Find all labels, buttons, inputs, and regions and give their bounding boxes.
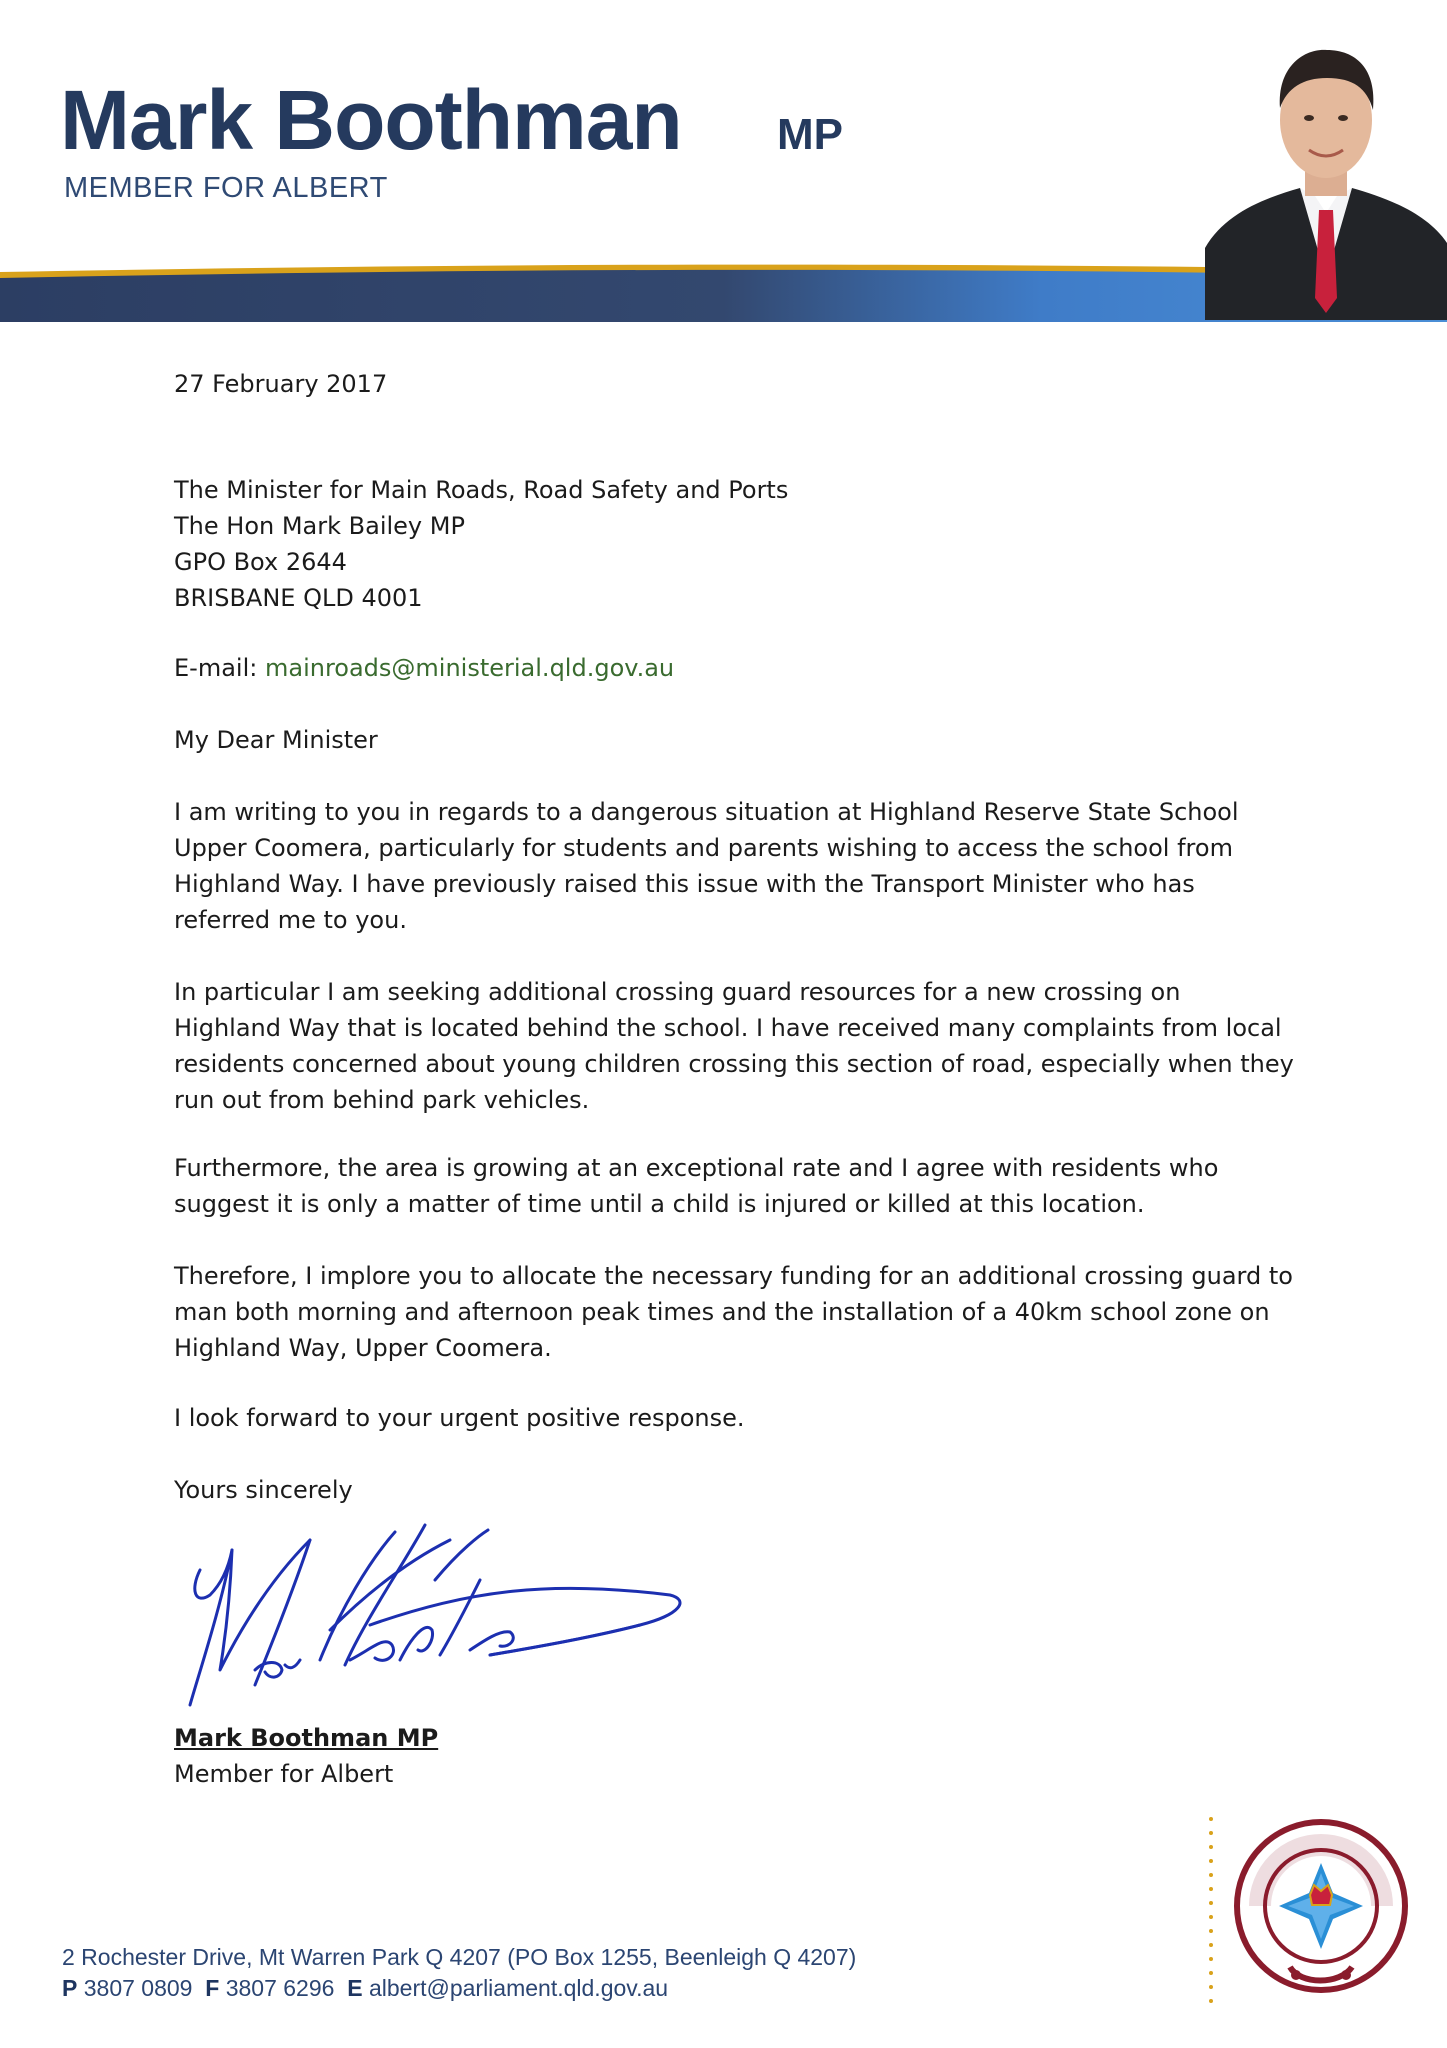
email-line — [174, 650, 1294, 686]
footer-email-label: E — [347, 1975, 363, 2001]
signatory-block — [174, 1720, 1294, 1792]
footer-email-link[interactable]: albert@parliament.qld.gov.au — [368, 1975, 669, 2001]
body-paragraph: I am writing to you in regards to a dangerous situation at Highland Reserve State School Upper Coomera, particularly for students and parents wishing to access the school from Highland Way. I have previously raised this issue with the Transport Minister who has referred me to you. — [174, 798, 1239, 934]
recipient-block — [174, 472, 1294, 616]
letterhead-name: Mark Boothman — [60, 73, 682, 167]
recipient-line: GPO Box 2644 — [174, 548, 347, 576]
body-paragraph: In particular I am seeking additional crossing guard resources for a new crossing on Highland Way that is located behind the school. I have received many complaints from local residents concerned about young children crossing this section of road, especially when they run out from behind park vehicles. — [174, 978, 1294, 1114]
letterhead-subtitle: MEMBER FOR ALBERT — [64, 172, 388, 204]
letterhead-mp-suffix: MP — [777, 110, 843, 159]
signatory-name: Mark Boothman MP — [174, 1724, 439, 1752]
queensland-parliament-seal — [1230, 1815, 1412, 1997]
recipient-line: BRISBANE QLD 4001 — [174, 584, 423, 612]
footer-address: 2 Rochester Drive, Mt Warren Park Q 4207 (PO Box 1255, Beenleigh Q 4207) — [62, 1944, 857, 1970]
salutation: My Dear Minister — [174, 726, 378, 754]
body-paragraph: I look forward to your urgent positive response. — [174, 1404, 745, 1432]
recipient-line: The Hon Mark Bailey MP — [174, 512, 465, 540]
letter-date: 27 February 2017 — [174, 370, 388, 398]
body-paragraph: Furthermore, the area is growing at an exceptional rate and I agree with residents who suggest it is only a matter of time until a child is injured or killed at this location. — [174, 1154, 1219, 1218]
email-label: E-mail: — [174, 654, 258, 682]
fax-number: 3807 6296 — [225, 1975, 335, 2001]
handwritten-signature — [170, 1520, 710, 1720]
recipient-line: The Minister for Main Roads, Road Safety and Ports — [174, 476, 789, 504]
footer-contact — [62, 1975, 668, 2002]
closing: Yours sincerely — [174, 1476, 353, 1504]
signatory-title: Member for Albert — [174, 1760, 394, 1788]
recipient-email-link[interactable]: mainroads@ministerial.qld.gov.au — [264, 654, 675, 682]
phone-label: P — [62, 1975, 78, 2001]
phone-number: 3807 0809 — [83, 1975, 193, 2001]
fax-label: F — [205, 1975, 220, 2001]
footer-dotted-divider — [1208, 1815, 1214, 2005]
body-paragraph: Therefore, I implore you to allocate the necessary funding for an additional crossing guard to man both morning and afternoon peak times and the installation of a 40km school zone on Highland Way, Upper Coomera. — [174, 1262, 1293, 1362]
portrait-photo — [1205, 38, 1447, 320]
